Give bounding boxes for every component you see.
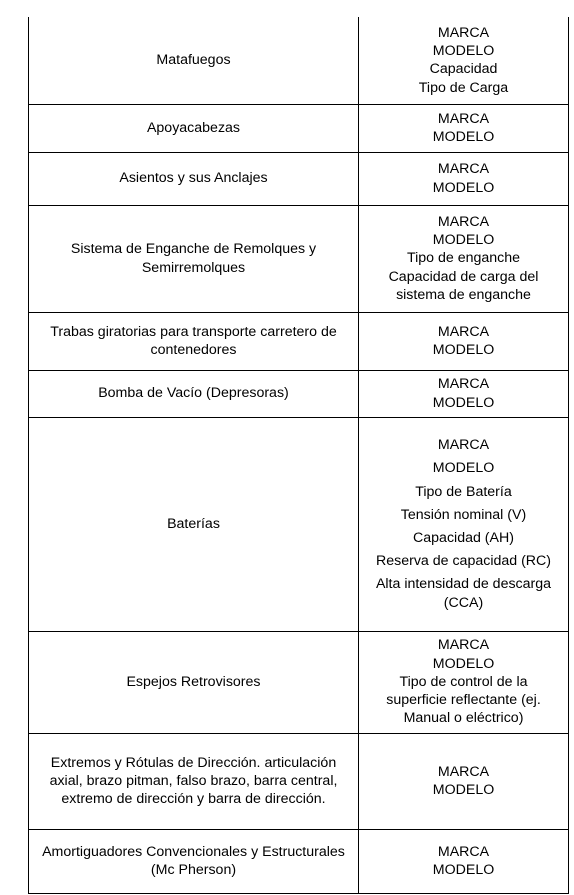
attribute-text: Tensión nominal (V) bbox=[400, 506, 527, 523]
component-name: Baterías bbox=[167, 515, 220, 532]
component-cell bbox=[29, 312, 359, 370]
attribute-text: MARCA bbox=[437, 376, 490, 393]
component-cell bbox=[29, 205, 359, 312]
table-row bbox=[29, 152, 569, 205]
attribute-text: MODELO bbox=[432, 342, 495, 358]
attributes-cell bbox=[359, 205, 569, 312]
table-row bbox=[29, 733, 569, 829]
attribute-text: MARCA bbox=[437, 637, 490, 654]
attribute-text: Capacidad de carga del sistema de enganche bbox=[388, 268, 539, 303]
table-row bbox=[29, 631, 569, 733]
attribute-text: MARCA bbox=[437, 161, 490, 178]
table-row bbox=[29, 17, 569, 104]
component-name: Extremos y Rótulas de Dirección. articulación axial, brazo pitman, falso brazo, barra central, extremo de dirección y barra de dirección. bbox=[49, 754, 338, 808]
attribute-text: Alta intensidad de descarga (CCA) bbox=[375, 576, 552, 611]
attribute-text: MARCA bbox=[437, 843, 490, 860]
component-cell bbox=[29, 370, 359, 417]
attribute-text: Tipo de Carga bbox=[418, 79, 509, 96]
attribute-text: MODELO bbox=[432, 179, 495, 196]
component-cell bbox=[29, 152, 359, 205]
components-table bbox=[28, 17, 569, 894]
table-row bbox=[29, 829, 569, 893]
component-cell bbox=[29, 733, 359, 829]
component-name: Amortiguadores Convencionales y Estructurales (Mc Pherson) bbox=[42, 843, 345, 878]
attribute-text: MODELO bbox=[432, 42, 495, 59]
table-row bbox=[29, 312, 569, 370]
attributes-cell bbox=[359, 152, 569, 205]
attribute-text: Reserva de capacidad (RC) bbox=[375, 553, 552, 570]
table-row bbox=[29, 104, 569, 152]
attribute-text: Tipo de control de la superficie reflectante (ej. Manual o eléctrico) bbox=[386, 673, 541, 727]
attribute-text: MODELO bbox=[432, 129, 495, 145]
attributes-cell bbox=[359, 417, 569, 631]
component-name: Apoyacabezas bbox=[146, 119, 241, 136]
attribute-text: MODELO bbox=[432, 232, 495, 249]
attribute-text: MODELO bbox=[432, 460, 495, 477]
table-row bbox=[29, 370, 569, 417]
attribute-text: MARCA bbox=[437, 763, 490, 780]
attribute-text: Tipo de enganche bbox=[406, 250, 521, 267]
attribute-text: MODELO bbox=[432, 862, 495, 878]
attribute-text: MODELO bbox=[432, 394, 495, 411]
attribute-text: MARCA bbox=[437, 437, 490, 454]
table-row bbox=[29, 205, 569, 312]
component-name: Trabas giratorias para transporte carretero de contenedores bbox=[50, 323, 337, 358]
component-name: Espejos Retrovisores bbox=[126, 673, 261, 690]
attributes-cell bbox=[359, 17, 569, 104]
component-cell bbox=[29, 829, 359, 893]
table-row bbox=[29, 417, 569, 631]
attribute-text: MARCA bbox=[437, 323, 490, 340]
attribute-text: MARCA bbox=[437, 213, 490, 230]
component-cell bbox=[29, 17, 359, 104]
attributes-cell bbox=[359, 312, 569, 370]
component-cell bbox=[29, 104, 359, 152]
component-cell bbox=[29, 631, 359, 733]
attributes-cell bbox=[359, 829, 569, 893]
component-name: Asientos y sus Anclajes bbox=[119, 170, 268, 187]
attribute-text: MODELO bbox=[432, 782, 495, 798]
component-name: Matafuegos bbox=[156, 52, 231, 69]
attribute-text: MARCA bbox=[437, 24, 490, 41]
attribute-text: Capacidad bbox=[429, 61, 498, 78]
attributes-cell bbox=[359, 631, 569, 733]
component-cell bbox=[29, 417, 359, 631]
attributes-cell bbox=[359, 370, 569, 417]
attributes-cell bbox=[359, 733, 569, 829]
attribute-text: Tipo de Batería bbox=[415, 483, 512, 500]
component-name: Bomba de Vacío (Depresoras) bbox=[98, 385, 289, 402]
attribute-text: MARCA bbox=[437, 110, 490, 127]
component-name: Sistema de Enganche de Remolques y Semirremolques bbox=[70, 241, 317, 276]
attributes-cell bbox=[359, 104, 569, 152]
attribute-text: Capacidad (AH) bbox=[413, 529, 514, 546]
attribute-text: MODELO bbox=[432, 655, 495, 672]
